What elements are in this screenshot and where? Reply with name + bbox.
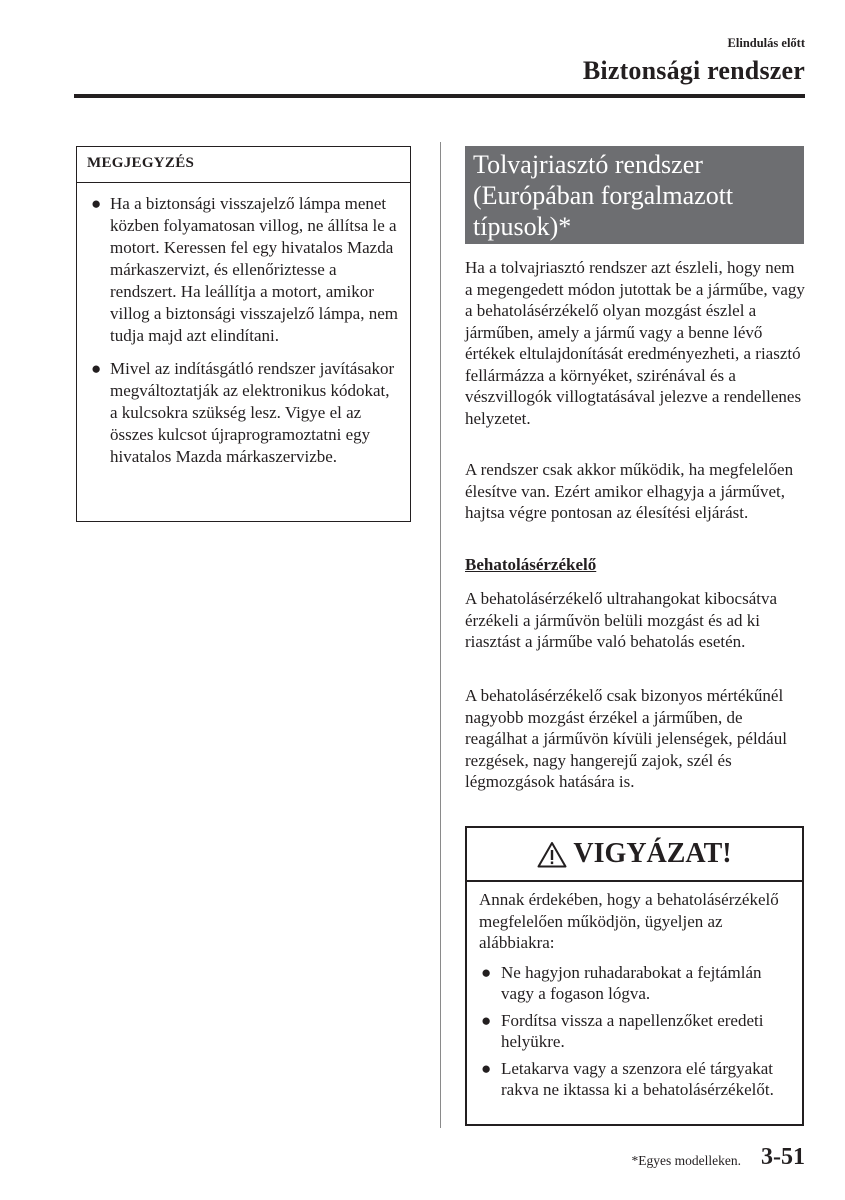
section-heading-line: típusok)* xyxy=(473,212,572,241)
warning-item-text: Letakarva vagy a szenzora elé tárgyakat rakva ne iktassa ki a behatolásérzékelőt. xyxy=(501,1058,774,1099)
note-title: MEGJEGYZÉS xyxy=(77,147,410,183)
warning-item xyxy=(479,1010,790,1053)
warning-list xyxy=(479,962,790,1101)
page-number: 3-51 xyxy=(761,1144,805,1170)
bullet-icon: ● xyxy=(91,194,102,213)
paragraph-sensitivity xyxy=(465,685,805,793)
bullet-icon: ● xyxy=(481,962,492,982)
note-box xyxy=(76,146,411,522)
warning-box xyxy=(465,826,804,1126)
note-item-text: Mivel az indításgátló rendszer javításakor megváltoztatják az elektronikus kódokat, a kulcsokra szükség lesz. Vigye el az összes kulcsot újraprogramoztatni egy hivatalos Mazda márkaszervizbe. xyxy=(110,359,395,466)
warning-item xyxy=(479,962,790,1005)
note-item xyxy=(89,358,398,468)
bullet-icon: ● xyxy=(91,359,102,378)
running-header-section: Elindulás előtt xyxy=(727,36,805,50)
column-divider xyxy=(440,142,441,1128)
note-item xyxy=(89,193,398,347)
subheading-intrusion-sensor xyxy=(465,555,805,575)
warning-item-text: Ne hagyjon ruhadarabokat a fejtámlán vagy a fogason lógva. xyxy=(501,962,762,1003)
paragraph-arming xyxy=(465,459,805,524)
section-heading-line: (Európában forgalmazott xyxy=(473,181,734,210)
subheading-text: Behatolásérzékelő xyxy=(465,555,597,574)
warning-triangle-icon xyxy=(537,841,567,868)
paragraph-sensor xyxy=(465,588,805,653)
paragraph-text: A behatolásérzékelő csak bizonyos mértékűnél nagyobb mozgást érzékel a járműben, de reagálhat a járművön kívüli jelenségek, például rezgések, nagy hangerejű zajok, szél és légmozgások hatására is. xyxy=(465,686,787,791)
paragraph-text: A behatolásérzékelő ultrahangokat kibocsátva érzékeli a járművön belüli mozgást és ad ki riasztást a járműbe való behatolás esetén. xyxy=(465,589,778,651)
warning-item xyxy=(479,1058,790,1101)
section-heading xyxy=(465,146,804,244)
paragraph-text: A rendszer csak akkor működik, ha megfelelően élesítve van. Ezért amikor elhagyja a járművet, hajtsa végre pontosan az élesítési eljárást. xyxy=(465,460,794,522)
bullet-icon: ● xyxy=(481,1010,492,1030)
note-list xyxy=(89,193,398,468)
paragraph-intro xyxy=(465,257,805,429)
bullet-icon: ● xyxy=(481,1058,492,1078)
note-item-text: Ha a biztonsági visszajelző lámpa menet közben folyamatosan villog, ne állítsa le a motort. Keressen fel egy hivatalos Mazda márkaszervizt, és ellenőriztesse a rendszert. Ha leállítja a motort, amikor villog a biztonsági visszajelző lámpa, nem tudja majd azt elindítani. xyxy=(110,194,398,345)
section-heading-line: Tolvajriasztó rendszer xyxy=(473,150,703,179)
paragraph-text: Ha a tolvajriasztó rendszer azt észleli, hogy nem a megengedett módon jutottak be a járműbe, vagy a behatolásérzékelő olyan mozgást észlel a járműben, amely a jármű vagy a benne lévő értékek eltulajdonítását eredményezheti, a riasztó fellármázza a környéket, szirénával és a vészvillogók villogtatásával jelezve a rendellenes helyzetet. xyxy=(465,258,805,428)
footnote: *Egyes modelleken. xyxy=(631,1153,741,1168)
warning-title: VIGYÁZAT! xyxy=(573,838,732,869)
header-rule xyxy=(74,94,805,98)
warning-header xyxy=(467,828,802,882)
running-header-title: Biztonsági rendszer xyxy=(582,56,805,85)
warning-item-text: Fordítsa vissza a napellenzőket eredeti helyükre. xyxy=(501,1010,764,1051)
warning-intro: Annak érdekében, hogy a behatolásérzékelő megfelelően működjön, ügyeljen az alábbiakra: xyxy=(479,890,779,952)
